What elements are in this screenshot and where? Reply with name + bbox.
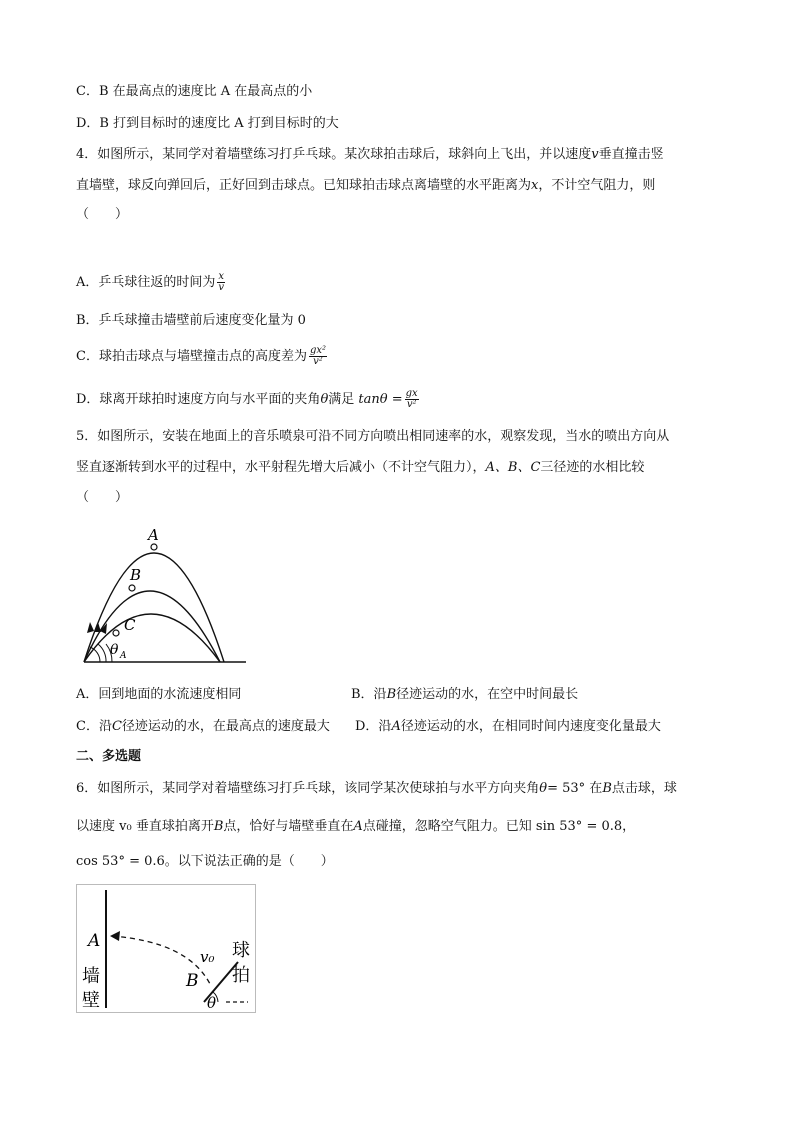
q5-option-c-text: C．沿 — [76, 719, 112, 734]
angle-arc-a — [90, 647, 100, 662]
trajectory-arrow-head — [110, 931, 120, 941]
fraction-numerator: gx — [405, 388, 418, 399]
figure-border — [77, 885, 256, 1013]
fraction-numerator: x — [218, 271, 225, 282]
q4-option-b: B．乒乓球撞击墙壁前后速度变化量为 0 — [76, 313, 306, 328]
q4-var-theta: θ — [320, 392, 329, 407]
q5-stem-text: 三径迹的水相比较 — [540, 460, 645, 475]
q5-var: C — [111, 719, 122, 734]
point-b — [129, 585, 135, 591]
q5-option-d-text: 径迹运动的水，在相同时间内速度变化量最大 — [400, 719, 661, 734]
q4-answer-paren: （ ） — [76, 207, 129, 222]
q4-option-d-text: D．球离开球拍时速度方向与水平面的夹角 — [76, 392, 321, 407]
q5-stem-line1: 5．如图所示，安装在地面上的音乐喷泉可沿不同方向喷出相同速率的水，观察发现，当水的喷出方向从 — [76, 429, 670, 444]
q5-var: A — [391, 719, 401, 734]
q4-option-a — [76, 272, 227, 293]
q6-stem-text: 以速度 v₀ 垂直球拍离开 — [76, 819, 214, 834]
label-b: B — [186, 971, 199, 991]
q4-option-d-text: 满足 — [328, 392, 355, 407]
point-a — [151, 544, 157, 550]
label-theta: θ — [110, 642, 119, 658]
fraction-numerator: gx² — [309, 345, 327, 356]
label-racket-2: 拍 — [232, 965, 250, 986]
label-b: B — [130, 566, 142, 584]
q5-stem-line2 — [76, 458, 644, 478]
q4-stem-text: 直墙壁，球反向弹回后，正好回到击球点。已知球拍击球点离墙壁的水平距离为 — [76, 178, 532, 193]
q4-stem-text: 4．如图所示，某同学对着墙壁练习打乒乓球。某次球拍击球后，球斜向上飞出，并以速度 — [76, 147, 592, 162]
q6-var-a: A — [353, 819, 363, 834]
fraction-gx2-over-v2 — [309, 346, 327, 367]
label-wall-1: 墙 — [82, 966, 100, 987]
q6-var-theta: θ — [539, 781, 548, 796]
trajectory-c — [84, 614, 220, 662]
q5-option-c-text: 径迹运动的水，在最高点的速度最大 — [121, 719, 330, 734]
q4-option-d — [76, 389, 421, 410]
q4-option-a-text: A．乒乓球往返的时间为 — [76, 275, 216, 290]
wall-racket-figure — [76, 884, 256, 1014]
arrow-head-a — [87, 622, 94, 633]
q6-stem-line3: cos 53° = 0.6。以下说法正确的是（ ） — [76, 854, 334, 869]
q5-option-c — [76, 717, 330, 737]
q4-stem-text: ，不计空气阻力，则 — [538, 178, 656, 193]
q5-option-d-text: D．沿 — [355, 719, 392, 734]
trajectory-a — [84, 553, 224, 662]
tan-theta-expr: tanθ = — [358, 392, 403, 407]
angle-arc-b — [98, 644, 106, 662]
q4-option-c-text: C．球拍击球点与墙壁撞击点的高度差为 — [76, 349, 307, 364]
q6-stem-text: 点碰撞，忽略空气阻力。已知 sin 53° = 0.8， — [362, 819, 636, 834]
q5-option-b-text: B．沿 — [351, 687, 387, 702]
q5-option-d — [355, 717, 661, 737]
q5-var: B — [386, 687, 397, 702]
q6-var-b: B — [213, 819, 224, 834]
q5-option-b — [351, 685, 578, 705]
q3-option-c: C．B 在最高点的速度比 A 在最高点的小 — [76, 84, 313, 99]
fraction-gx-over-v2 — [405, 389, 419, 410]
q4-option-c — [76, 346, 329, 367]
q4-stem-line1 — [76, 145, 664, 165]
q6-stem-line2 — [76, 817, 635, 837]
label-a: A — [88, 931, 101, 951]
fraction-denominator: v — [218, 282, 225, 293]
q5-option-b-text: 径迹运动的水，在空中时间最长 — [396, 687, 579, 702]
label-racket-1: 球 — [232, 940, 250, 961]
q4-stem-text: 垂直撞击竖 — [598, 147, 664, 162]
fraction-denominator: v² — [406, 399, 417, 410]
section-heading-multiple-choice: 二、多选题 — [76, 749, 142, 764]
q5-option-a: A．回到地面的水流速度相同 — [76, 687, 242, 702]
label-theta-subscript: A — [120, 651, 127, 661]
q4-var-v: v — [591, 147, 599, 162]
label-a: A — [148, 526, 159, 544]
q6-stem-line1 — [76, 779, 677, 799]
q6-stem-text: 点，恰好与墙壁垂直在 — [223, 819, 354, 834]
fraction-denominator: v² — [313, 356, 323, 367]
q6-stem-text: = 53° 在 — [547, 781, 603, 796]
q4-var-x: x — [531, 178, 539, 193]
q6-stem-text: 6．如图所示，某同学对着墙壁练习打乒乓球，该同学某次使球拍与水平方向夹角 — [76, 781, 540, 796]
q6-stem-text: 点击球，球 — [611, 781, 677, 796]
arrow-head-b — [94, 622, 101, 632]
q4-stem-line2 — [76, 176, 655, 196]
q5-vars-abc: A、B、C — [485, 460, 541, 475]
q5-answer-paren: （ ） — [76, 490, 129, 505]
q5-stem-text: 竖直逐渐转到水平的过程中，水平射程先增大后减小（不计空气阻力）， — [76, 460, 486, 475]
label-c: C — [124, 616, 136, 634]
fraction-x-over-v — [217, 272, 225, 293]
label-v0: v₀ — [200, 948, 215, 966]
label-theta: θ — [207, 994, 217, 1012]
fountain-trajectories-figure — [78, 522, 250, 668]
point-c — [113, 630, 119, 636]
label-wall-2: 壁 — [82, 990, 100, 1011]
q3-option-d: D．B 打到目标时的速度比 A 打到目标时的大 — [76, 116, 339, 131]
q6-var-b: B — [602, 781, 612, 796]
